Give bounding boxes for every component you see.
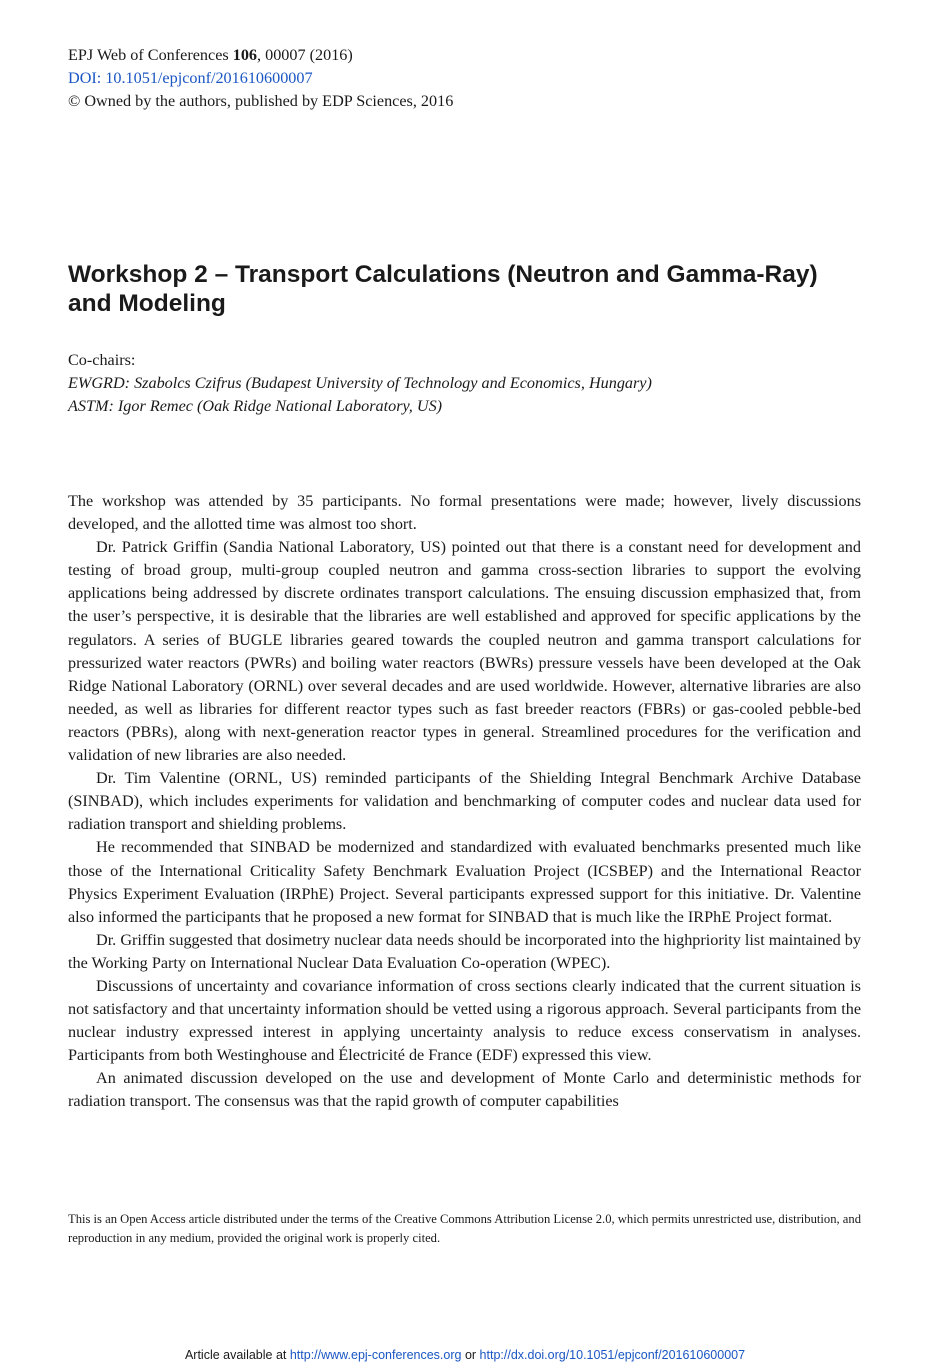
paragraph-5: Dr. Griffin suggested that dosimetry nuclear data needs should be incorporated into the highpriority list maintained by the Working Party on International Nuclear Data Evaluation Co-operation (WPEC). [68,930,861,972]
journal-header [68,44,453,113]
paper-title: Workshop 2 – Transport Calculations (Neutron and Gamma-Ray) and Modeling [68,261,818,317]
paragraph-2: Dr. Patrick Griffin (Sandia National Laboratory, US) pointed out that there is a constant need for development and testing of broad group, multi-group coupled neutron and gamma cross-section libraries to support the evolving applications being addressed by discrete ordinates transport calculations. The ensuing discussion emphasized that, from the user’s perspective, it is desirable that the libraries are well established and approved for specific applications by the regulators. A series of BUGLE libraries geared towards the coupled neutron and gamma transport calculations for pressurized water reactors (PWRs) and boiling water reactors (BWRs) pressure vessels have been developed at the Oak Ridge National Laboratory (ORNL) over several decades and are used worldwide. However, alternative libraries are also needed, as well as libraries for different reactor types such as fast breeder reactors (FBRs) or gas-cooled pebble-bed reactors (PBRs), along with next-generation reactor types in general. Streamlined procedures for the verification and validation of new libraries are also needed. [68,538,861,765]
cochair-astm: ASTM: Igor Remec (Oak Ridge National Laboratory, US) [68,397,443,415]
journal-name: EPJ Web of Conferences [68,46,233,64]
cochairs-label: Co-chairs: [68,351,136,369]
journal-citation [68,44,453,67]
epj-conferences-link[interactable]: http://www.epj-conferences.org [289,1348,462,1362]
doi-link[interactable]: DOI: 10.1051/epjconf/201610600007 [68,69,313,87]
body-text [68,490,861,1114]
footer-or: or [461,1348,480,1362]
doi-url-link[interactable]: http://dx.doi.org/10.1051/epjconf/201610600007 [479,1348,746,1362]
article-number: , 00007 (2016) [257,46,353,64]
paragraph-7: An animated discussion developed on the use and development of Monte Carlo and deterministic methods for radiation transport. The consensus was that the rapid growth of computer capabilities [68,1069,861,1111]
license-notice: This is an Open Access article distributed under the terms of the Creative Commons Attribution License 2.0, which permits unrestricted use, distribution, and reproduction in any medium, provided the original work is properly cited. [68,1212,861,1245]
paragraph-1: The workshop was attended by 35 participants. No formal presentations were made; however, lively discussions developed, and the allotted time was almost too short. [68,492,861,534]
copyright-notice: © Owned by the authors, published by EDP Sciences, 2016 [68,92,454,110]
cochairs-block [68,349,652,418]
article-footer [0,1347,930,1363]
journal-volume: 106 [232,46,258,64]
paragraph-6: Discussions of uncertainty and covariance information of cross sections clearly indicated that the current situation is not satisfactory and that uncertainty information should be vetted using a rigorous approach. Several participants from the nuclear industry expressed interest in applying uncertainty analysis to reduce excess conservatism in analyses. Participants from both Westinghouse and Électricité de France (EDF) expressed this view. [68,976,861,1065]
footer-prefix: Article available at [184,1348,290,1362]
paragraph-3: Dr. Tim Valentine (ORNL, US) reminded participants of the Shielding Integral Benchmark Archive Database (SINBAD), which includes experiments for validation and benchmarking of computer codes and nuclear data used for radiation transport and shielding problems. [68,769,861,834]
cochair-ewgrd: EWGRD: Szabolcs Czifrus (Budapest University of Technology and Economics, Hungary) [68,374,652,392]
paragraph-4: He recommended that SINBAD be modernized and standardized with evaluated benchmarks presented much like those of the International Criticality Safety Benchmark Evaluation Project (ICSBEP) and the International Reactor Physics Experiment Evaluation (IRPhE) Project. Several participants expressed support for this initiative. Dr. Valentine also informed the participants that he proposed a new format for SINBAD that is much like the IRPhE Project format. [68,838,861,926]
